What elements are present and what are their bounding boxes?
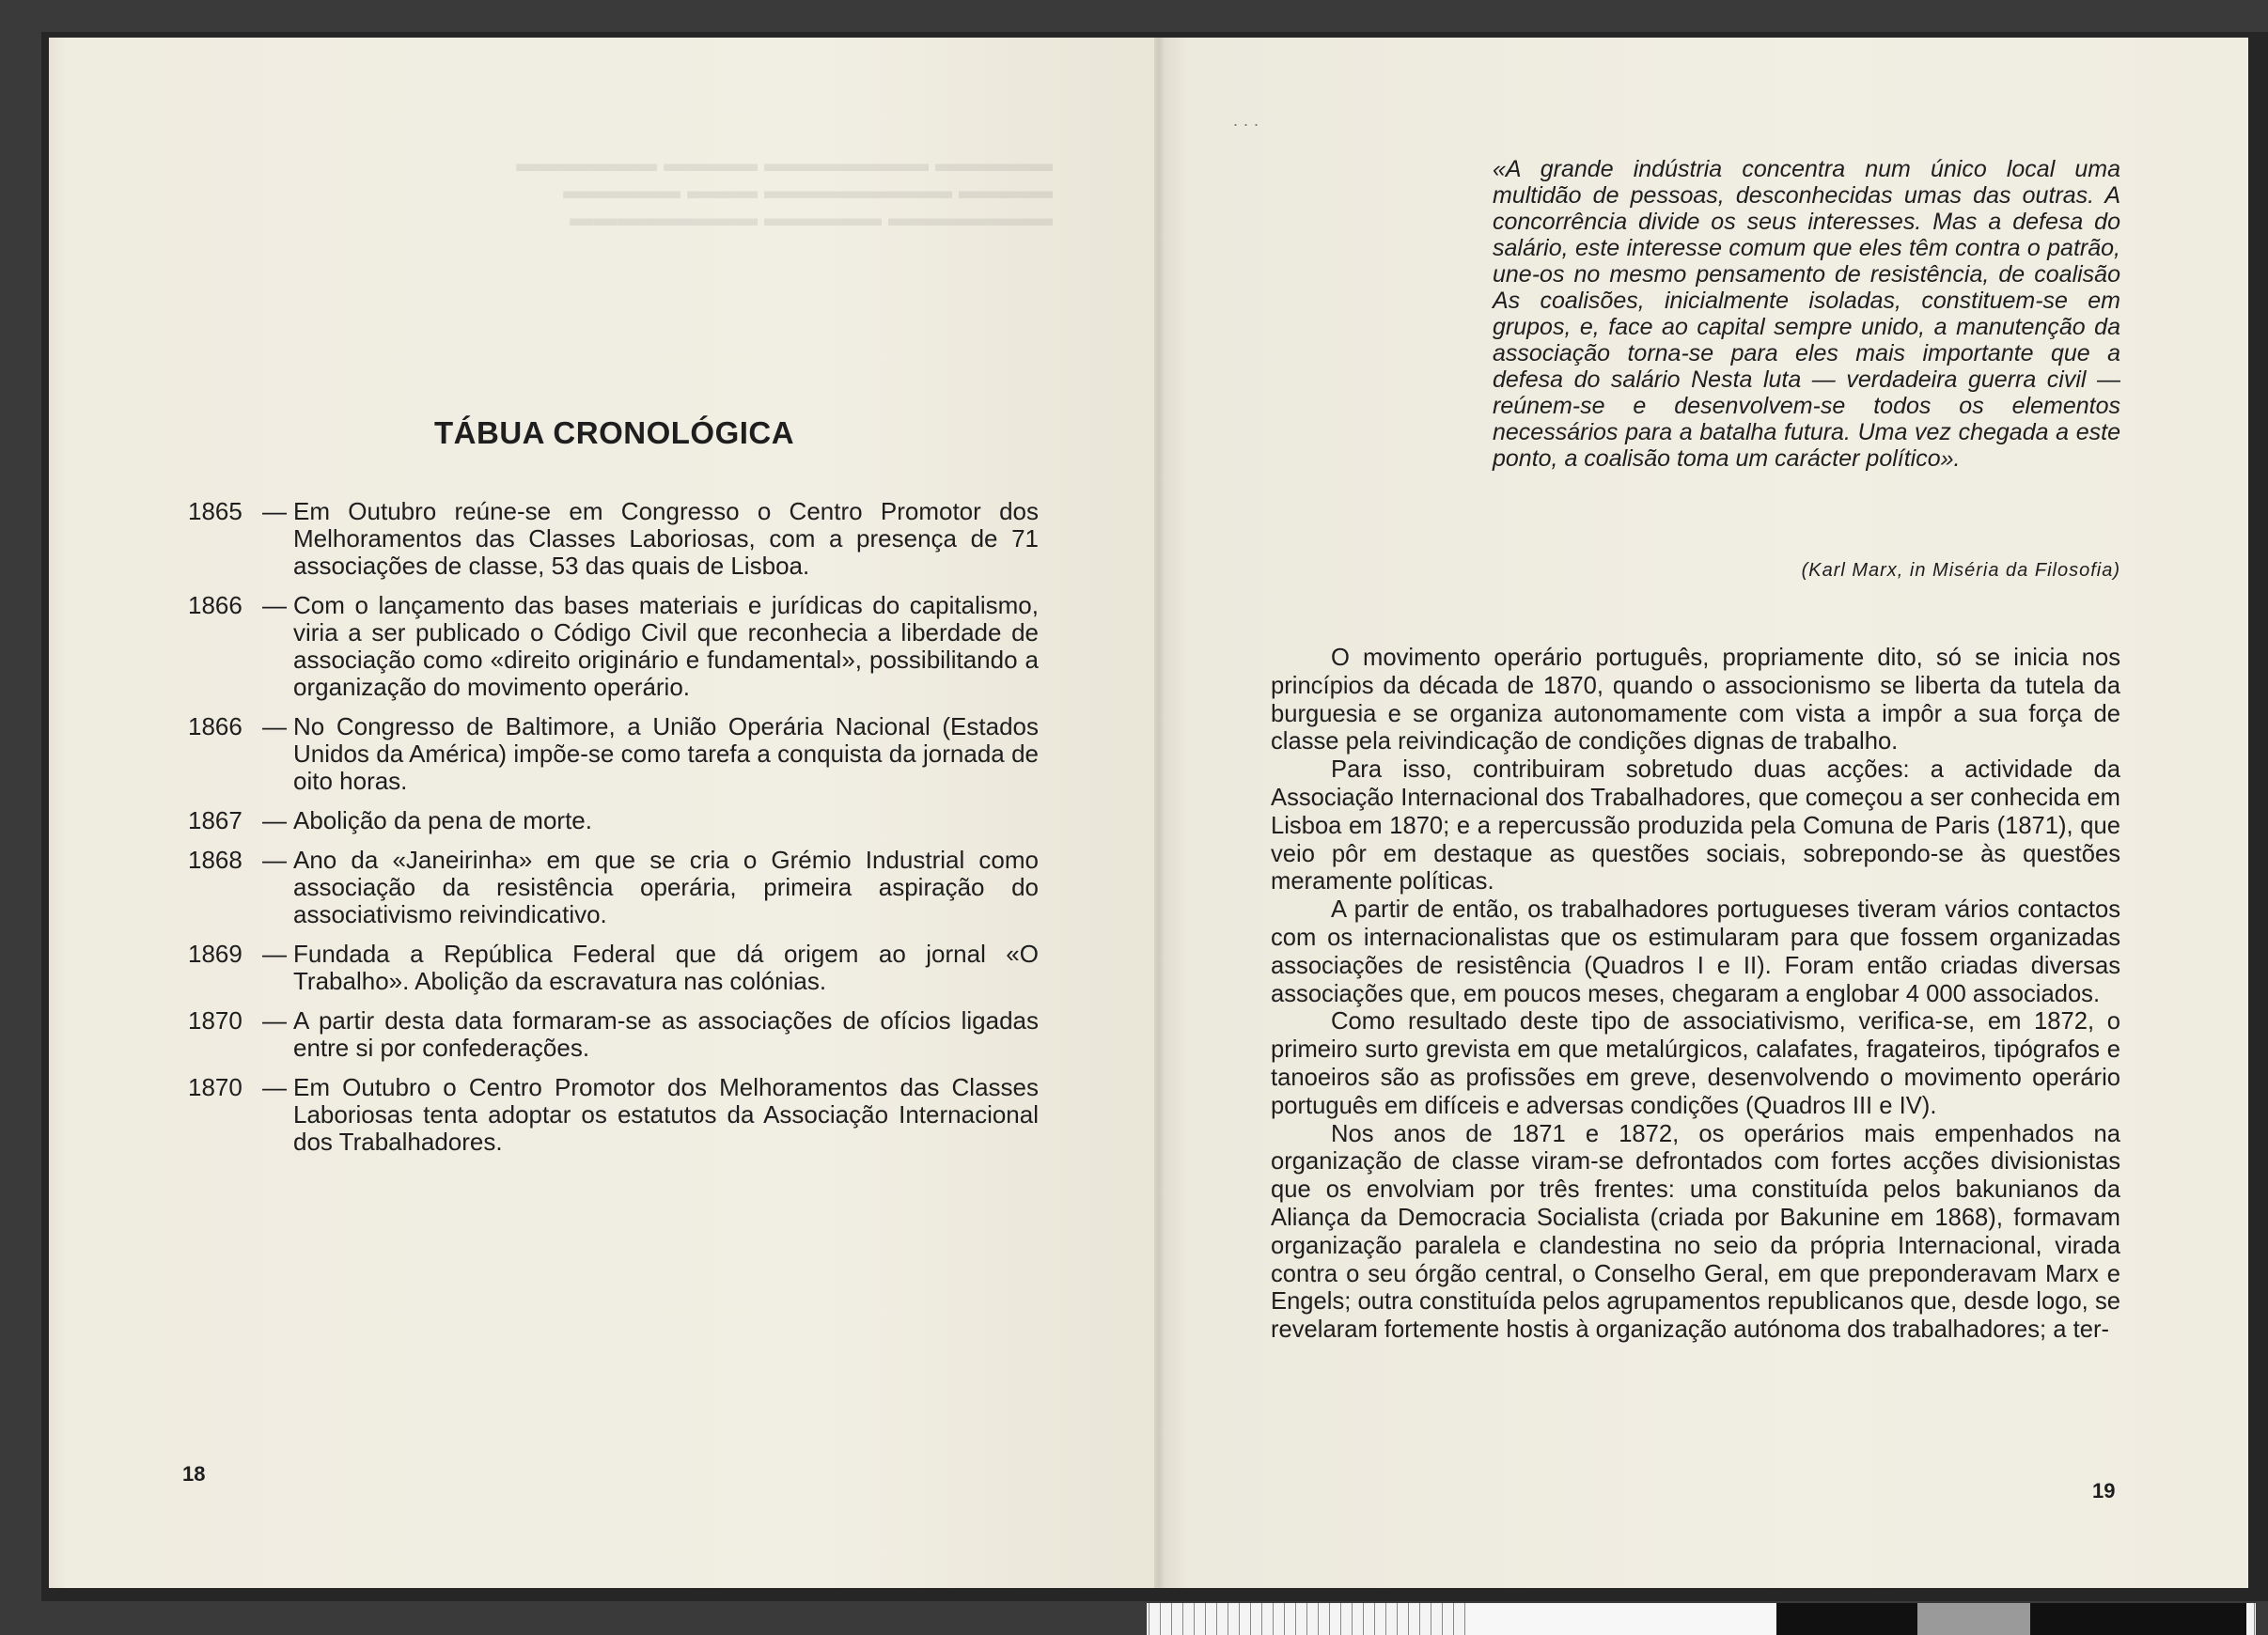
entry-dash: — <box>262 712 287 740</box>
chronology-entry <box>188 713 1039 795</box>
entry-text: Fundada a República Federal que dá origem ao jornal «O Trabalho». Abolição da escravatura nas colónias. <box>293 940 1039 995</box>
entry-year: 1868 <box>188 846 242 874</box>
entry-dash: — <box>262 1073 287 1101</box>
entry-text: Abolição da pena de morte. <box>293 806 592 834</box>
paragraph: Nos anos de 1871 e 1872, os operários mais empenhados na organização de classe viram-se defrontados com fortes acções divisionistas que os envolviam por três frentes: uma constituída pelos bakunianos da Aliança da Democracia Socialista (criada por Bakunine em 1868), formavam organização paralela e clandestina no seio da própria Internacional, virada contra o seu órgão central, o Conselho Geral, em que preponderavam Marx e Engels; outra constituída pelos agrupamentos republicanos que, desde logo, se revelaram fortemente hostis à organização autónoma dos trabalhadores; a ter- <box>1271 1120 2120 1344</box>
entry-dash: — <box>262 1006 287 1035</box>
entry-year: 1865 <box>188 497 242 525</box>
paragraph: O movimento operário português, propriamente dito, só se inicia nos princípios da década de 1870, quando o associonismo se liberta da tutela da burguesia e se organiza autonomamente com vista a impôr a sua força de classe pela reivindicação de condições dignas de trabalho. <box>1271 645 2120 755</box>
entry-text: Em Outubro reúne-se em Congresso o Centro Promotor dos Melhoramentos das Classes Laboriosas, com a presença de 71 associações de classe, 53 das quais de Lisboa. <box>293 497 1039 580</box>
body-text <box>1271 645 2120 1345</box>
entry-text: No Congresso de Baltimore, a União Operária Nacional (Estados Unidos da América) impõe-se como tarefa a conquista da jornada de oito horas. <box>293 712 1039 795</box>
entry-dash: — <box>262 940 287 968</box>
paragraph: Para isso, contribuiram sobretudo duas acções: a actividade da Associação Internacional dos Trabalhadores, que começou a ser conhecida em Lisboa em 1870; e a repercussão produzida pela Comuna de Paris (1871), que veio pôr em destaque as questões sociais, sobrepondo-se às questões meramente políticas. <box>1271 756 2120 895</box>
entry-text: Ano da «Janeirinha» em que se cria o Grémio Industrial como associação da resistência operária, primeira aspiração do associativismo reivindicativo. <box>293 846 1039 928</box>
epigraph-source: (Karl Marx, in Miséria da Filosofia) <box>1801 560 2120 581</box>
entry-year: 1867 <box>188 806 242 834</box>
chronology-entry <box>188 1074 1039 1156</box>
chronology-entry <box>188 1007 1039 1062</box>
entry-dash: — <box>262 497 287 525</box>
entry-year: 1870 <box>188 1073 242 1101</box>
entry-year: 1866 <box>188 591 242 619</box>
entry-text: A partir desta data formaram-se as associações de ofícios ligadas entre si por confederações. <box>293 1006 1039 1062</box>
entry-text: Com o lançamento das bases materiais e jurídicas do capitalismo, viria a ser publicado o Código Civil que reconhecia a liberdade de associação como «direito originário e fundamental», possibilitando a organização do movimento operário. <box>293 591 1039 701</box>
chronology-entry <box>188 807 1039 834</box>
page-number-left: 18 <box>182 1462 206 1486</box>
chronology-list <box>188 498 1039 1168</box>
entry-dash: — <box>262 846 287 874</box>
chronology-entry <box>188 941 1039 995</box>
book-gutter <box>1154 38 1164 1588</box>
entry-dash: — <box>262 591 287 619</box>
entry-year: 1866 <box>188 712 242 740</box>
entry-year: 1870 <box>188 1006 242 1035</box>
page-dots: ... <box>1233 111 1265 130</box>
page-title: TÁBUA CRONOLÓGICA <box>434 415 795 450</box>
epigraph-quote: «A grande indústria concentra num único local uma multidão de pessoas, desconhecidas umas das outras. A concorrência divide os seus interesses. Mas a defesa do salário, este interesse comum que eles têm contra o patrão, une-os no mesmo pensamento de resistência, de coalisão As coalisões, inicialmente isoladas, constituem-se em grupos, e, face ao capital sempre unido, a manutenção da associação torna-se para eles mais importante que a defesa do salário Nesta luta — verdadeira guerra civil — reúnem-se e desenvolvem-se todos os elementos necessários para a batalha futura. Uma vez chegada a este ponto, a coalisão toma um carácter político». <box>1493 156 2120 472</box>
entry-text: Em Outubro o Centro Promotor dos Melhoramentos das Classes Laboriosas tenta adoptar os estatutos da Associação Internacional dos Trabalhadores. <box>293 1073 1039 1156</box>
ruler-white-patch <box>1466 1603 1776 1635</box>
color-bar-grey <box>1917 1603 2030 1635</box>
paragraph: A partir de então, os trabalhadores portugueses tiveram vários contactos com os internacionalistas que os estimularam para que fossem organizadas associações de resistência (Quadros I e II). Foram então criadas diversas associações que, em poucos meses, chegaram a englobar 4 000 associados. <box>1271 896 2120 1007</box>
chronology-entry <box>188 592 1039 701</box>
paragraph: Como resultado deste tipo de associativismo, verifica-se, em 1872, o primeiro surto grevista em que metalúrgicos, calafates, fragateiros, tipógrafos e tanoeiros são as profissões em greve, desenvolvendo o movimento operário português em difíceis e adversas condições (Quadros III e IV). <box>1271 1008 2120 1119</box>
page-number-right: 19 <box>2092 1479 2116 1503</box>
chronology-entry <box>188 498 1039 580</box>
entry-year: 1869 <box>188 940 242 968</box>
entry-dash: — <box>262 806 287 834</box>
chronology-entry <box>188 847 1039 928</box>
